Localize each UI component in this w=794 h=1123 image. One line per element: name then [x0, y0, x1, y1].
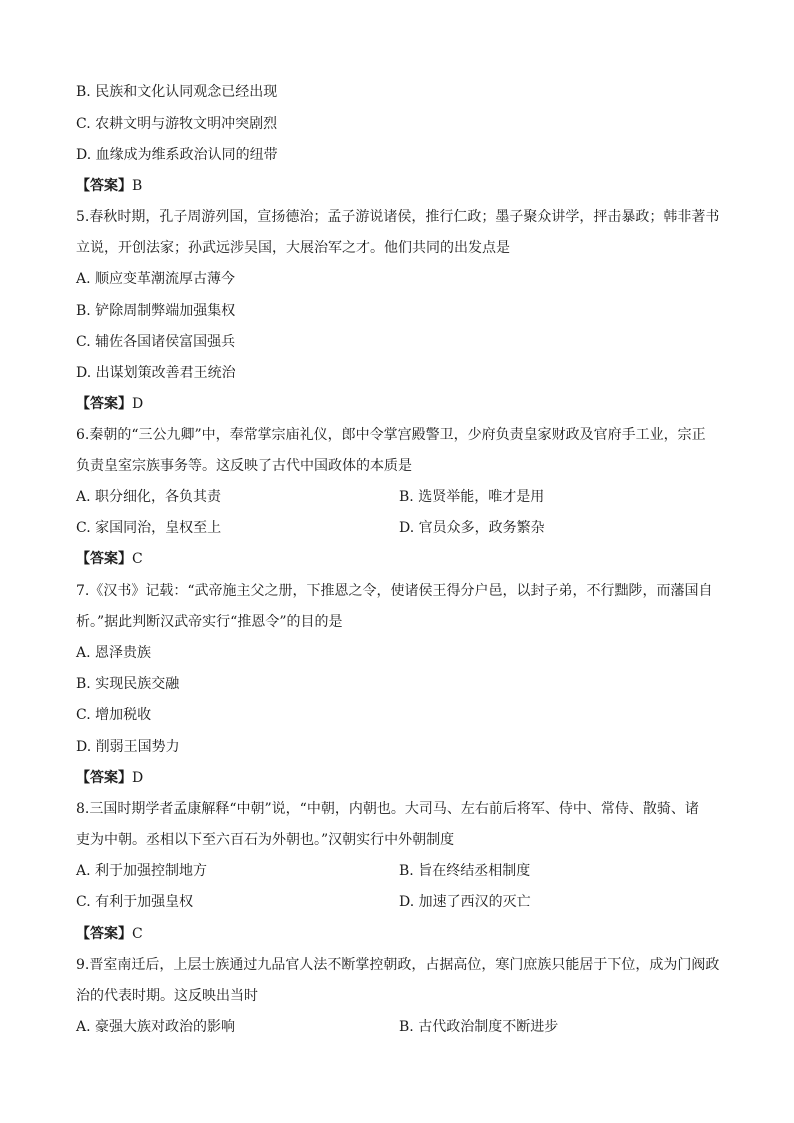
answer-value: C	[132, 926, 143, 942]
q8-option-c: C. 有利于加强皇权	[76, 894, 194, 910]
q9-option-b: B. 古代政治制度不断进步	[399, 1019, 559, 1035]
answer-value: D	[132, 770, 144, 786]
q5-option-a: A. 顺应变革潮流厚古薄今	[76, 271, 236, 287]
q9-stem-line1: 9.晋室南迁后，上层士族通过九品官人法不断掌控朝政，占据高位，寒门庶族只能居于下位，成为门阀政	[76, 957, 720, 973]
answer-tag: 【答案】	[76, 926, 132, 942]
q8-option-b: B. 旨在终结丞相制度	[399, 863, 531, 879]
answer-tag: 【答案】	[76, 770, 132, 786]
q8-option-a: A. 利于加强控制地方	[76, 863, 208, 879]
answer-value: C	[132, 551, 143, 567]
q5-stem-line1: 5.春秋时期，孔子周游列国，宣扬德治；孟子游说诸侯，推行仁政；墨子聚众讲学，抨击暴政；韩非著书	[76, 209, 720, 225]
answer-tag: 【答案】	[76, 178, 132, 194]
q7-option-d: D. 削弱王国势力	[76, 739, 180, 755]
q8-answer	[76, 924, 143, 944]
q5-answer	[76, 394, 143, 414]
q6-option-a: A. 职分细化，各负其责	[76, 489, 222, 505]
q6-option-c: C. 家国同治，皇权至上	[76, 520, 222, 536]
q4-option-d: D. 血缘成为维系政治认同的纽带	[76, 147, 278, 163]
q8-stem-line1: 8.三国时期学者孟康解释“中朝”说，“中朝，内朝也。大司马、左右前后将军、侍中、常侍、散骑、诸	[76, 801, 699, 817]
q4-option-c: C. 农耕文明与游牧文明冲突剧烈	[76, 116, 278, 132]
q6-option-b: B. 选贤举能，唯才是用	[399, 489, 545, 505]
q7-option-b: B. 实现民族交融	[76, 676, 180, 692]
answer-value: D	[132, 396, 144, 412]
q8-stem-line2: 吏为中朝。丞相以下至六百石为外朝也。”汉朝实行中外朝制度	[76, 832, 455, 848]
q7-stem-line1: 7.《汉书》记载：“武帝施主父之册，下推恩之令，使诸侯王得分户邑，以封子弟，不行黜陟，而藩国自	[76, 583, 713, 599]
q8-option-d: D. 加速了西汉的灭亡	[399, 894, 531, 910]
q6-stem-line2: 负责皇室宗族事务等。这反映了古代中国政体的本质是	[76, 458, 412, 474]
answer-tag: 【答案】	[76, 551, 132, 567]
answer-value: B	[132, 178, 143, 194]
q4-option-b: B. 民族和文化认同观念已经出现	[76, 84, 278, 100]
q7-option-c: C. 增加税收	[76, 707, 152, 723]
q4-answer	[76, 176, 142, 196]
q9-stem-line2: 治的代表时期。这反映出当时	[76, 988, 258, 1004]
q5-option-b: B. 铲除周制弊端加强集权	[76, 303, 236, 319]
q7-stem-line2: 析。”据此判断汉武帝实行“推恩令”的目的是	[76, 614, 343, 630]
q9-option-a: A. 豪强大族对政治的影响	[76, 1019, 236, 1035]
q6-answer	[76, 549, 143, 569]
q6-stem-line1: 6.秦朝的“三公九卿”中，奉常掌宗庙礼仪，郎中令掌宫殿警卫，少府负责皇家财政及官府手工业，宗正	[76, 427, 706, 443]
answer-tag: 【答案】	[76, 396, 132, 412]
q7-answer	[76, 768, 143, 788]
q5-option-d: D. 出谋划策改善君王统治	[76, 365, 236, 381]
q5-option-c: C. 辅佐各国诸侯富国强兵	[76, 334, 236, 350]
q7-option-a: A. 恩泽贵族	[76, 645, 152, 661]
q6-option-d: D. 官员众多，政务繁杂	[399, 520, 545, 536]
q5-stem-line2: 立说，开创法家；孙武远涉吴国，大展治军之才。他们共同的出发点是	[76, 240, 510, 256]
